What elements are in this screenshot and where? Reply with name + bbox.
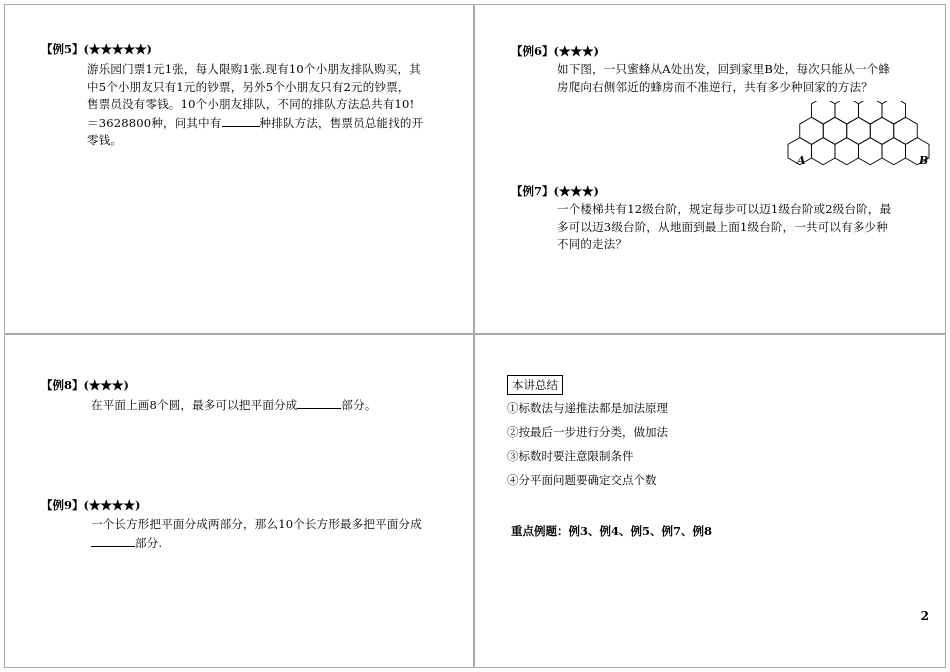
example-5-line-2: 中5个小朋友只有1元的钞票，另外5个小朋友只有2元的钞票，	[87, 79, 410, 94]
answer-blank	[297, 396, 341, 409]
honeycomb-cell	[870, 117, 894, 144]
example-9-line-2	[91, 534, 467, 553]
example-8-label: 【例8】	[41, 378, 84, 392]
honeycomb-cell	[835, 101, 859, 124]
example-8-text-after: 部分。	[341, 398, 377, 412]
example-8-stars: (★★★)	[83, 378, 129, 392]
example-6-text	[557, 61, 941, 96]
example-7-header	[511, 183, 599, 199]
example-7-line-2: 多可以迈3级台阶，从地面到最上面1级台阶，一共可以有多少种	[557, 219, 888, 234]
example-8-text	[91, 396, 461, 415]
honeycomb-cell	[847, 117, 871, 144]
example-5-line-1: 游乐园门票1元1张，每人限购1张.现有10个小朋友排队购买，其	[87, 62, 421, 76]
summary-item-1: ①标数法与递推法都是加法原理	[507, 401, 668, 415]
example-7-text	[557, 201, 941, 254]
example-5-label: 【例5】	[41, 42, 84, 56]
example-6-line-1: 如下图，一只蜜蜂从A处出发，回到家里B处，每次只能从一个蜂	[557, 62, 891, 76]
example-9-stars: (★★★★)	[83, 498, 141, 512]
example-6-line-2: 房爬向右侧邻近的蜂房而不准逆行，共有多少种回家的方法？	[557, 79, 873, 94]
example-9-label: 【例9】	[41, 498, 84, 512]
answer-blank	[222, 114, 260, 127]
honeycomb-cell	[882, 101, 906, 124]
hex-label-a: A	[797, 154, 806, 167]
hex-label-b: B	[919, 154, 929, 167]
honeycomb-diagram	[785, 101, 945, 173]
panel-example-5	[4, 4, 474, 334]
answer-blank	[91, 534, 135, 547]
example-6-stars: (★★★)	[553, 44, 599, 58]
example-7-stars: (★★★)	[553, 184, 599, 198]
honeycomb-cell	[800, 117, 824, 144]
summary-item-3: ③标数时要注意限制条件	[507, 449, 634, 463]
example-5-stars: (★★★★★)	[83, 42, 152, 56]
honeycomb-cell	[835, 138, 859, 165]
example-5-line-4-tail: 种排队方法，售票员总能找的开	[259, 115, 424, 130]
example-5-text	[87, 61, 467, 150]
example-5-line-3: 售票员没有零钱。10个小朋友排队，不同的排队方法总共有10!	[87, 97, 415, 111]
honeycomb-cell	[882, 138, 906, 165]
example-8-header	[41, 377, 129, 393]
honeycomb-cell	[812, 101, 836, 124]
honeycomb-cell	[859, 101, 883, 124]
example-7-label: 【例7】	[511, 184, 554, 198]
summary-item-4: ④分平面问题要确定交点个数	[507, 473, 657, 487]
example-6-label: 【例6】	[511, 44, 554, 58]
summary-item-2: ②按最后一步进行分类，做加法	[507, 425, 668, 439]
key-examples: 重点例题：例3、例4、例5、例7、例8	[511, 524, 713, 538]
honeycomb-cell	[823, 117, 847, 144]
example-8-text-before: 在平面上画8个圆，最多可以把平面分成	[91, 398, 298, 412]
panel-examples-6-7	[474, 4, 946, 334]
panel-summary	[474, 334, 946, 668]
honeycomb-cell	[894, 117, 918, 144]
example-5-line-4-head: ＝3628800种，问其中有	[87, 115, 222, 130]
example-7-line-1: 一个楼梯共有12级台阶，规定每步可以迈1级台阶或2级台阶，最	[557, 202, 892, 216]
example-9-line-1: 一个长方形把平面分成两部分，那么10个长方形最多把平面分成	[91, 517, 422, 531]
example-5-line-5: 零钱。	[87, 133, 123, 147]
example-9-text	[91, 516, 467, 552]
example-9-line-2-tail: 部分.	[135, 535, 163, 550]
example-7-line-3: 不同的走法？	[557, 237, 628, 251]
example-5-header	[41, 41, 152, 57]
example-5-line-4	[87, 114, 467, 133]
honeycomb-cell	[859, 138, 883, 165]
honeycomb-cell	[812, 138, 836, 165]
page-number: 2	[920, 609, 929, 623]
summary-title: 本讲总结	[507, 375, 563, 395]
panel-examples-8-9	[4, 334, 474, 668]
example-6-header	[511, 43, 599, 59]
example-9-header	[41, 497, 140, 513]
